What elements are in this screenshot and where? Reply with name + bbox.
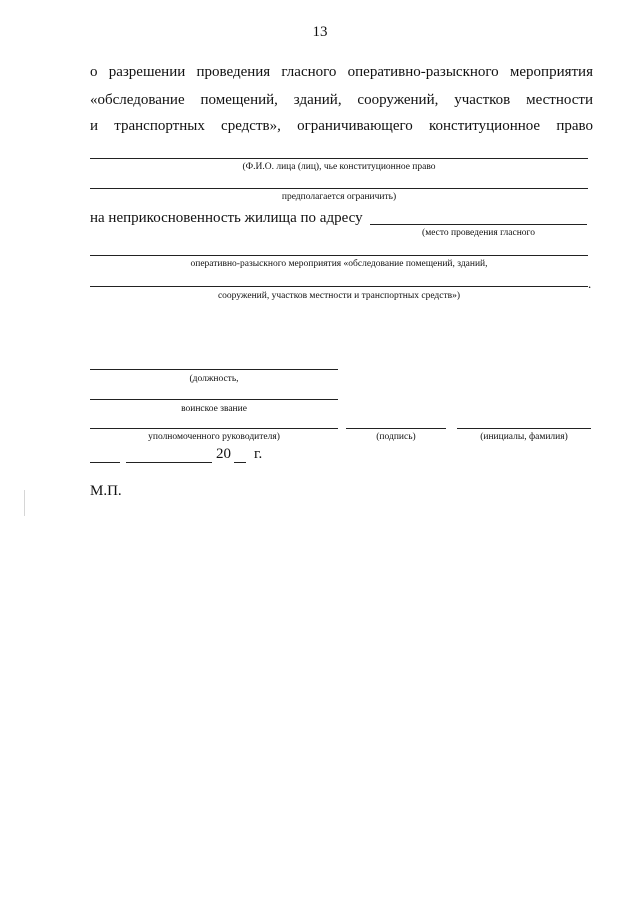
position-caption: (должность, [189, 374, 239, 384]
rank-caption: воинское звание [181, 404, 247, 414]
authority-caption: уполномоченного руководителя) [148, 432, 280, 442]
scan-edge-mark [24, 490, 25, 516]
page-number: 13 [312, 24, 328, 40]
place-line-2 [90, 286, 588, 287]
initials-caption: (инициалы, фамилия) [480, 432, 568, 442]
date-year-line [234, 462, 246, 463]
person-name-line-1 [90, 158, 588, 159]
authority-line [90, 428, 338, 429]
address-label: на неприкосновенность жилища по адресу [90, 210, 363, 226]
signature-line [346, 428, 446, 429]
date-year-prefix: 20 [216, 446, 231, 462]
place-caption-2: оперативно-разыскного мероприятия «обследование помещений, зданий, [190, 259, 488, 269]
place-line-period: . [588, 276, 592, 291]
paragraph-line-2: «обследование помещений, зданий, сооружений, участков местности [90, 92, 593, 108]
person-caption-2: предполагается ограничить) [281, 192, 397, 202]
place-caption-1: (место проведения гласного [422, 228, 535, 238]
seal-place: М.П. [90, 483, 122, 499]
position-line [90, 369, 338, 370]
rank-line [90, 399, 338, 400]
person-caption-1: (Ф.И.О. лица (лиц), чье конституционное право [242, 162, 436, 172]
date-month-line [126, 462, 212, 463]
paragraph-line-3: и транспортных средств», ограничивающего конституционное право [90, 118, 593, 134]
person-name-line-2 [90, 188, 588, 189]
signature-caption: (подпись) [376, 432, 416, 442]
place-line-1 [90, 255, 588, 256]
address-line [370, 224, 587, 225]
paragraph-line-1: о разрешении проведения гласного оперативно-разыскного мероприятия [90, 64, 593, 80]
date-day-line [90, 462, 120, 463]
place-caption-3: сооружений, участков местности и транспортных средств») [217, 291, 461, 301]
date-year-suffix: г. [254, 446, 263, 462]
initials-line [457, 428, 591, 429]
